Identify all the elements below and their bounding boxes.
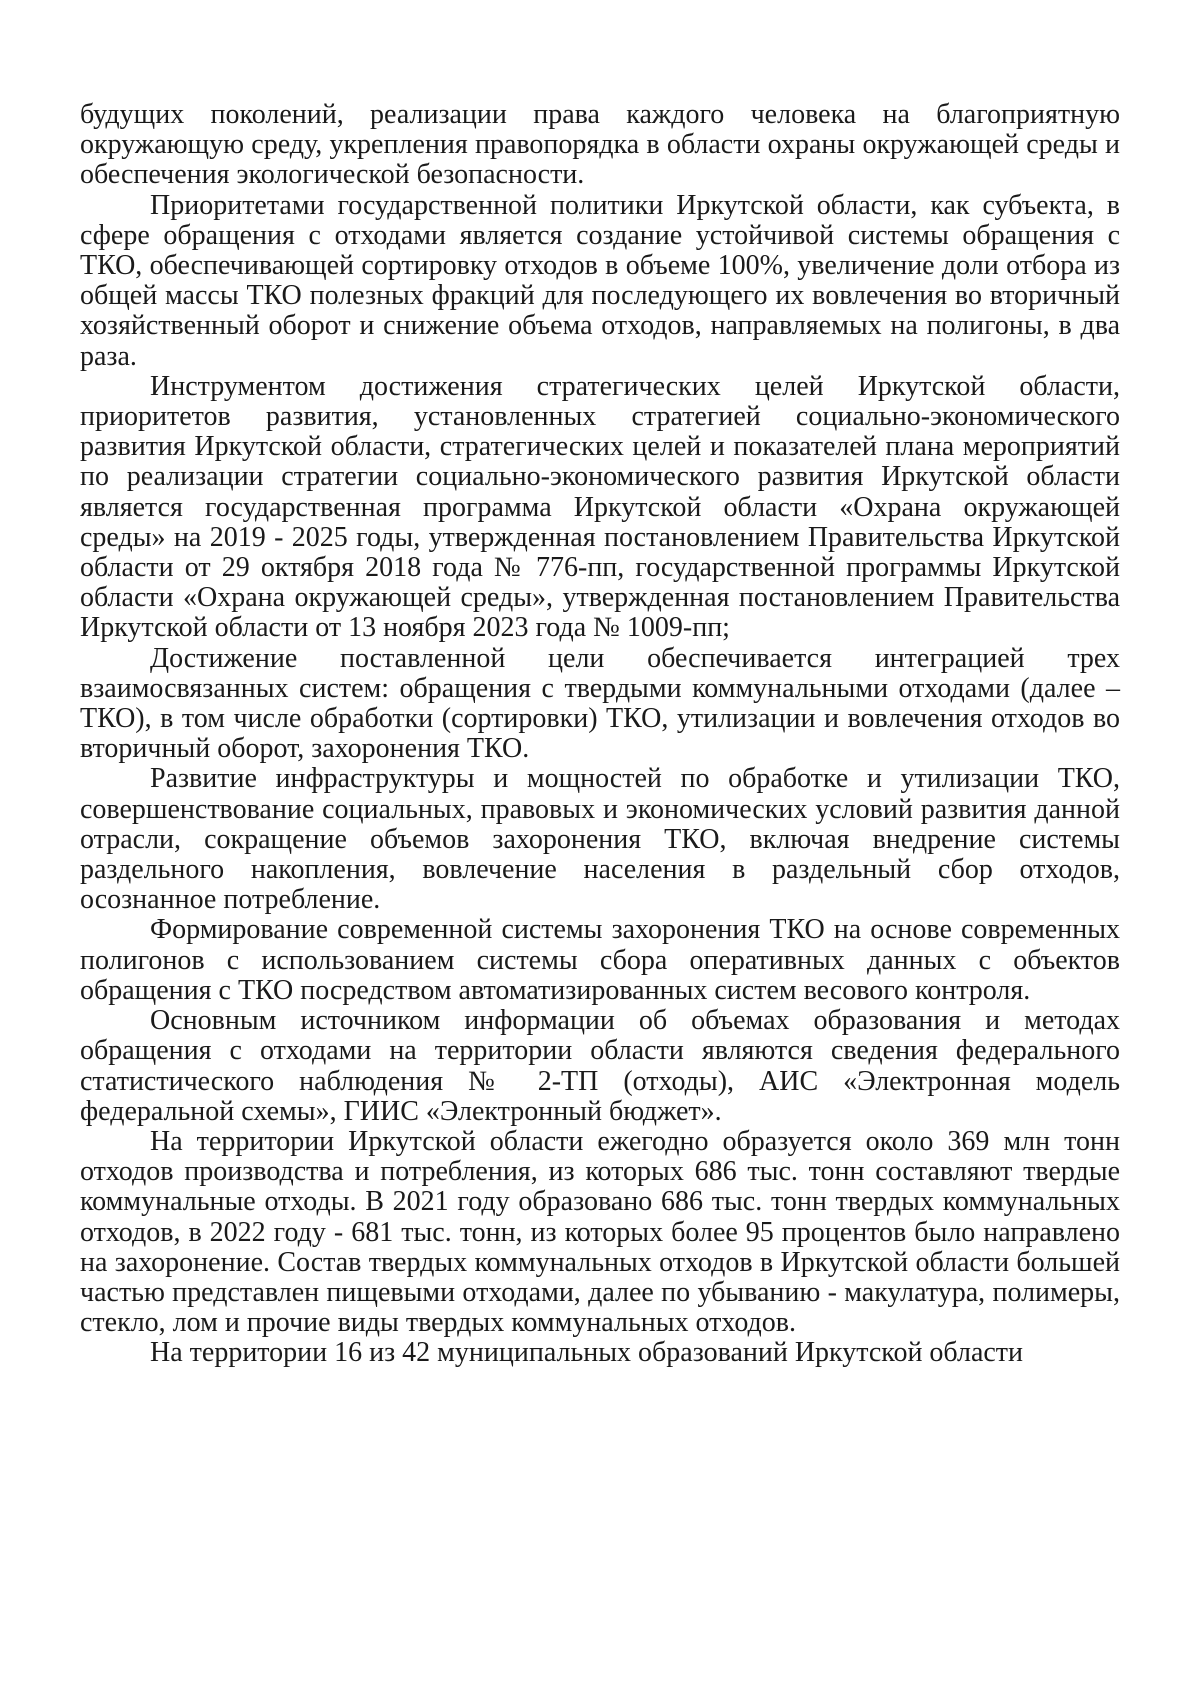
paragraph-5: Развитие инфраструктуры и мощностей по обработке и утилизации ТКО, совершенствование социальных, правовых и экономических условий развития данной отрасли, сокращение объемов захоронения ТКО, включая внедрение системы раздельного накопления, вовлечение населения в раздельный сбор отходов, осознанное потребление. <box>80 763 1120 916</box>
paragraph-7: Основным источником информации об объемах образования и методах обращения с отходами на территории области являются сведения федерального статистического наблюдения № 2-ТП (отходы), АИС «Электронная модель федеральной схемы», ГИИС «Электронный бюджет». <box>80 1005 1120 1127</box>
paragraph-3: Инструментом достижения стратегических целей Иркутской области, приоритетов развития, установленных стратегией социально-экономического развития Иркутской области, стратегических целей и показателей плана мероприятий по реализации стратегии социально-экономического развития Иркутской области является государственная программа Иркутской области «Охрана окружающей среды» на 2019 - 2025 годы, утвержденная постановлением Правительства Иркутской области от 29 октября 2018 года № 776-пп, государственной программы Иркутской области «Охрана окружающей среды», утвержденная постановлением Правительства Иркутской области от 13 ноября 2023 года № 1009-пп; <box>80 370 1120 644</box>
paragraph-9: На территории 16 из 42 муниципальных образований Иркутской области <box>150 1337 1024 1369</box>
paragraph-1: будущих поколений, реализации права каждого человека на благоприятную окружающую среду, укрепления правопорядка в области охраны окружающей среды и обеспечения экологической безопасности. <box>80 99 1120 191</box>
paragraph-6: Формирование современной системы захоронения ТКО на основе современных полигонов с использованием системы сбора оперативных данных с объектов обращения с ТКО посредством автоматизированных систем весового контроля. <box>80 914 1120 1006</box>
paragraph-4: Достижение поставленной цели обеспечивается интеграцией трех взаимосвязанных систем: обращения с твердыми коммунальными отходами (далее – ТКО), в том числе обработки (сортировки) ТКО, утилизации и вовлечения отходов во вторичный оборот, захоронения ТКО. <box>80 642 1120 765</box>
paragraph-2: Приоритетами государственной политики Иркутской области, как субъекта, в сфере обращения с отходами является создание устойчивой системы обращения с ТКО, обеспечивающей сортировку отходов в объеме 100%, увеличение доли отбора из общей массы ТКО полезных фракций для последующего их вовлечения во вторичный хозяйственный оборот и снижение объема отходов, направляемых на полигоны, в два раза. <box>80 189 1120 372</box>
paragraph-8: На территории Иркутской области ежегодно образуется около 369 млн тонн отходов производства и потребления, из которых 686 тыс. тонн составляют твердые коммунальные отходы. В 2021 году образовано 686 тыс. тонн твердых коммунальных отходов, в 2022 году - 681 тыс. тонн, из которых более 95 процентов было направлено на захоронение. Состав твердых коммунальных отходов в Иркутской области большей частью представлен пищевыми отходами, далее по убыванию - макулатура, полимеры, стекло, лом и прочие виды твердых коммунальных отходов. <box>80 1125 1120 1339</box>
document-page <box>80 100 1120 1369</box>
